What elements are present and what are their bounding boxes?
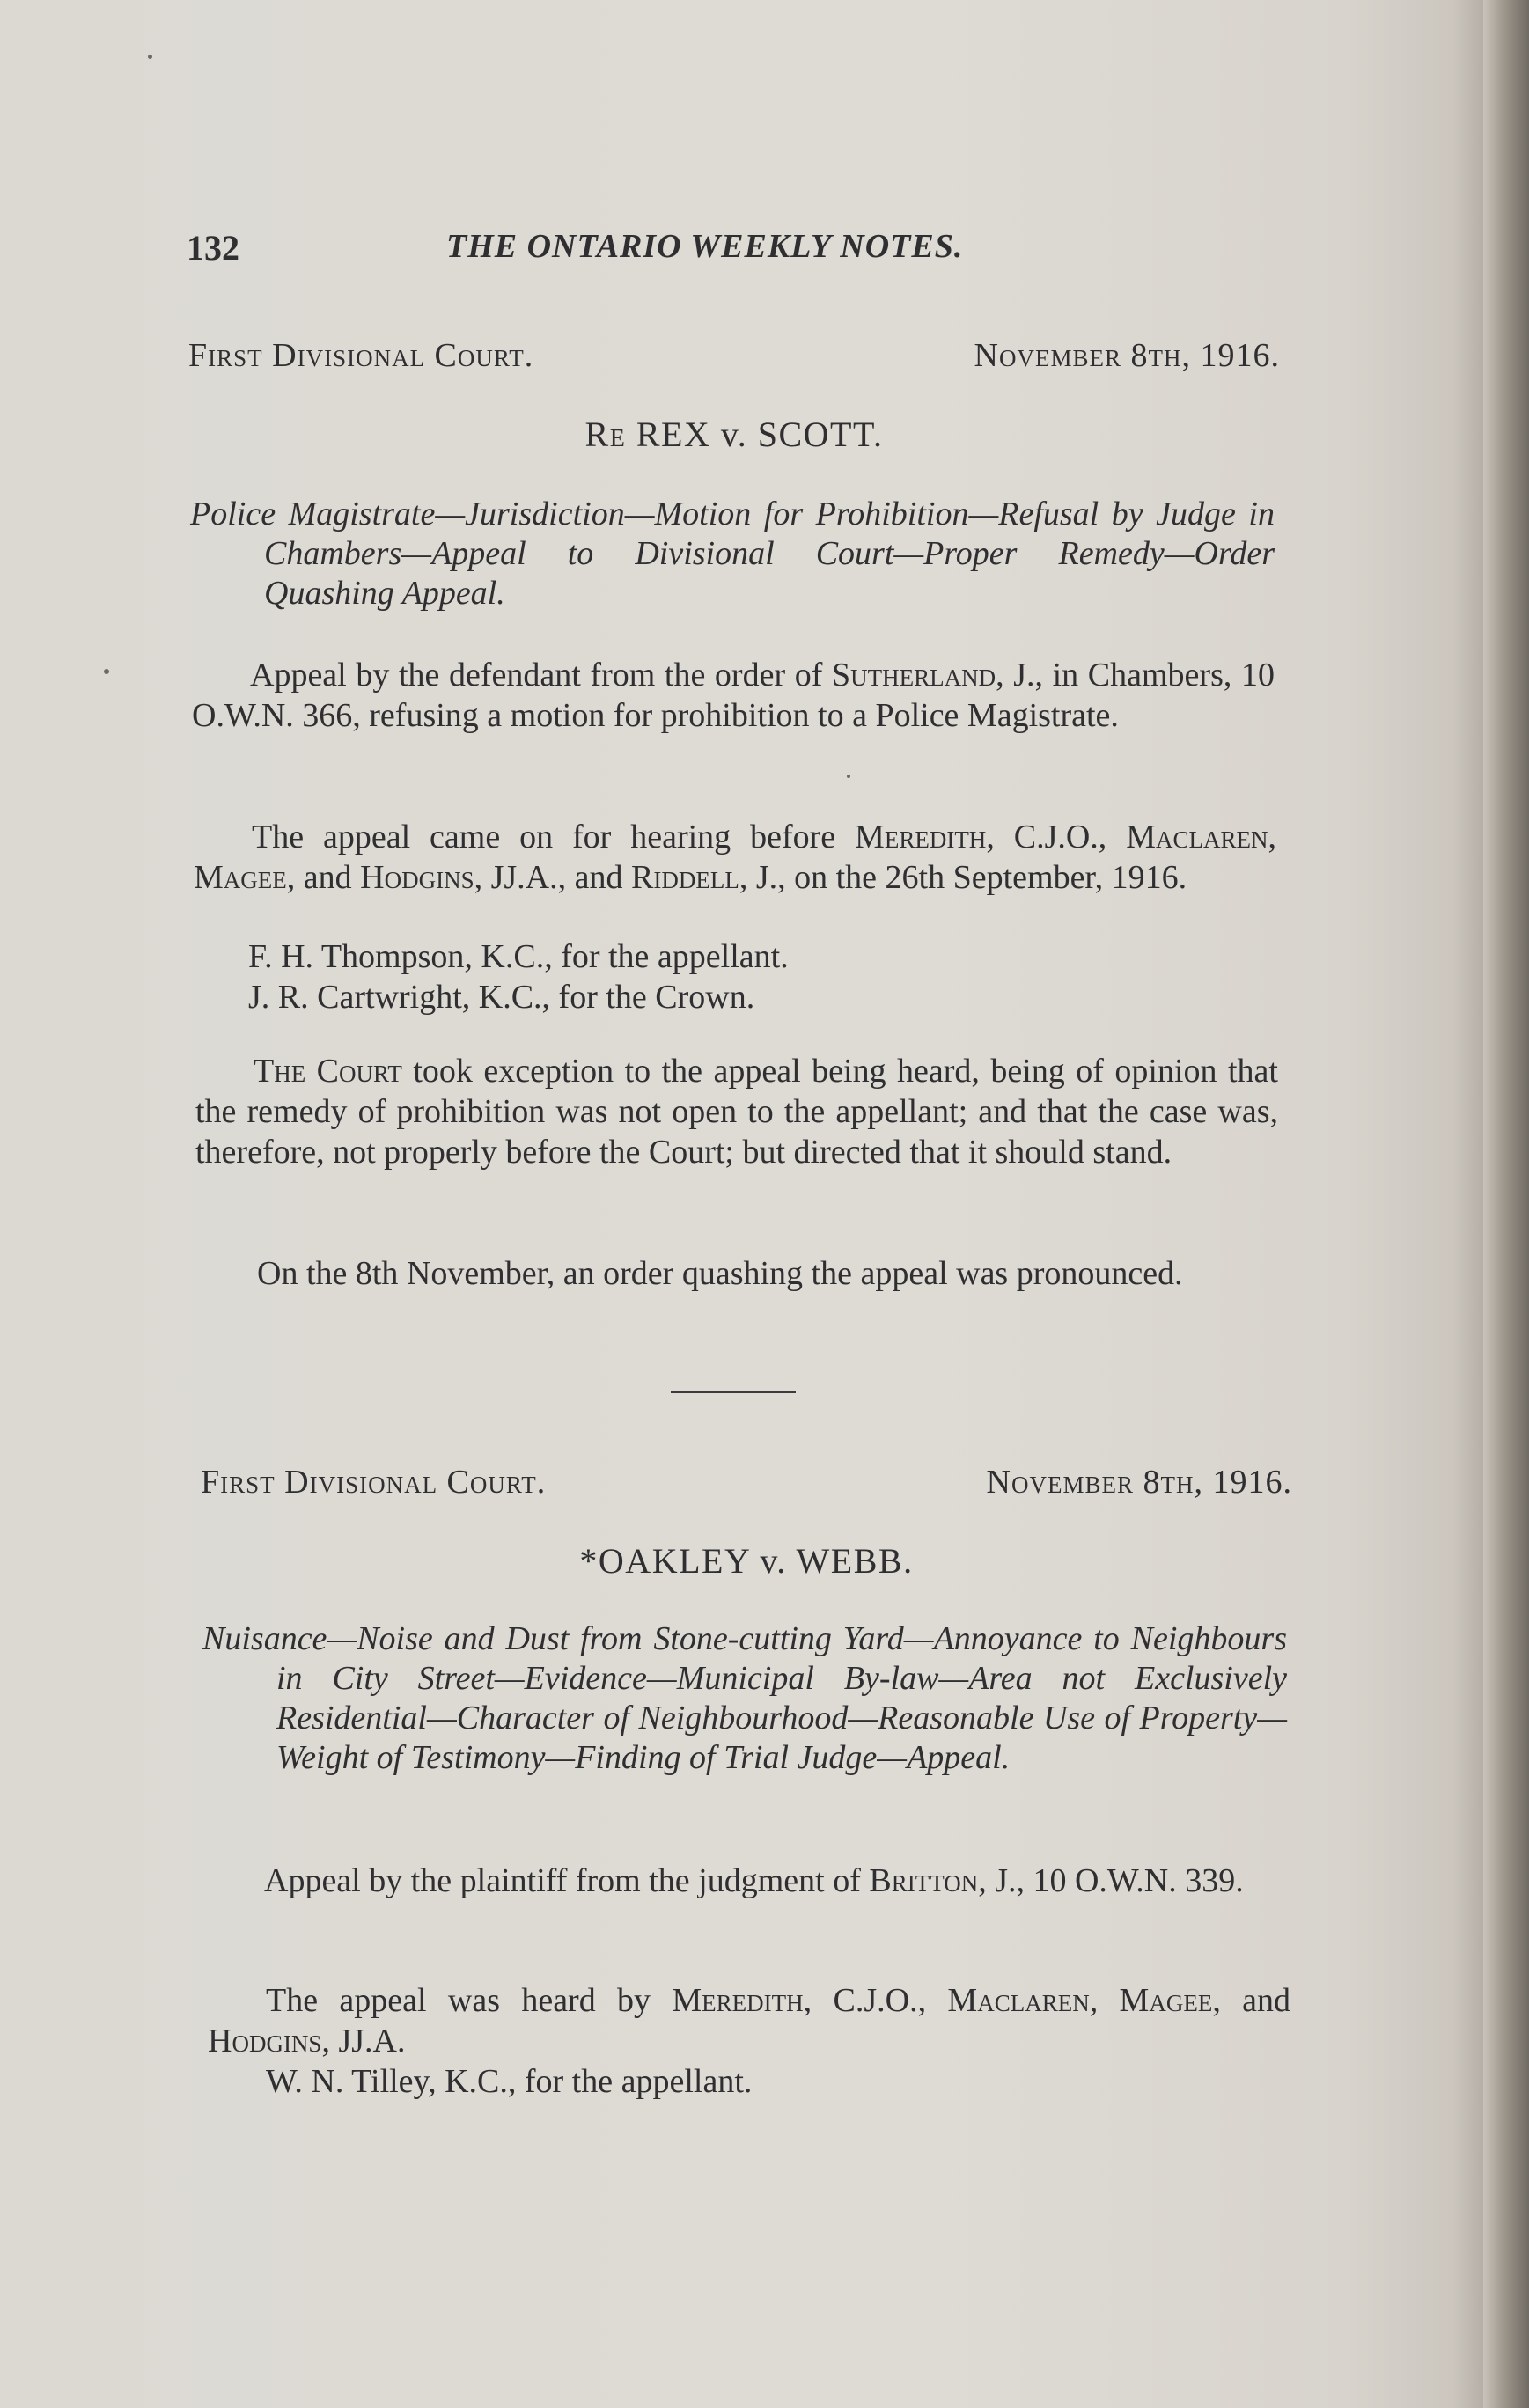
case1-paragraph-court bbox=[195, 1051, 1278, 1172]
case1-paragraph-hearing bbox=[194, 817, 1276, 898]
paper-speck bbox=[148, 55, 152, 59]
case2-p2-judge-3: Magee bbox=[1119, 1982, 1213, 2019]
case2-court-line bbox=[201, 1463, 1292, 1507]
paper-speck bbox=[104, 669, 109, 674]
case2-title: *OAKLEY v. WEBB. bbox=[579, 1541, 914, 1581]
case2-p2-sep-2: , bbox=[1089, 1982, 1120, 2019]
case1-court-line bbox=[188, 336, 1280, 380]
case1-counsel-crown: J. R. Cartwright, K.C., for the Crown. bbox=[248, 979, 755, 1016]
case1-p1-text: Appeal by the defendant from the order of bbox=[250, 657, 832, 694]
case2-headnote bbox=[202, 1619, 1287, 1778]
case1-p2-judge-5: Riddell bbox=[631, 859, 739, 896]
case1-p2-judge-4: Hodgins bbox=[360, 859, 474, 896]
case2-headnote-text: Nuisance—Noise and Dust from Stone-cutting Yard—Annoyance to Neighbours in City Street—Evidence—Municipal By-law—Area not Exclusively Residential—Character of Neighbourhood—Reasonable Use of Property—Weight of Testimony—Finding of Trial Judge—Appeal. bbox=[202, 1620, 1287, 1776]
case1-p2-sep-1: , C.J.O., bbox=[986, 819, 1127, 855]
case1-p2-sep-3: , and bbox=[286, 859, 361, 896]
case1-p2-judge-1: Meredith bbox=[855, 819, 987, 855]
case1-court: First Divisional Court. bbox=[188, 337, 534, 374]
case1-headnote bbox=[190, 495, 1275, 613]
case2-p2-judge-4: Hodgins bbox=[208, 2023, 322, 2059]
case1-title bbox=[188, 414, 1280, 455]
case2-p1-text-end: , J., 10 O.W.N. 339. bbox=[978, 1862, 1244, 1899]
page-header bbox=[187, 227, 1278, 280]
paper-speck bbox=[847, 775, 850, 778]
case1-counsel-appellant: F. H. Thompson, K.C., for the appellant. bbox=[248, 938, 789, 975]
case2-p1-text: Appeal by the plaintiff from the judgment of bbox=[264, 1862, 870, 1899]
case1-p2-text-end: , J., on the 26th September, 1916. bbox=[739, 859, 1187, 896]
case1-p2-judge-3: Magee bbox=[194, 859, 287, 896]
case1-p1-judge: Sutherland bbox=[831, 657, 996, 694]
case1-title-prefix: Re bbox=[584, 415, 627, 454]
running-head: THE ONTARIO WEEKLY NOTES. bbox=[446, 228, 964, 265]
case1-p1-text-end: , J., in Chambers, 10 O.W.N. 366, refusing a motion for prohibition to a Police Magistrate. bbox=[192, 657, 1275, 734]
case1-p3-court: The Court bbox=[254, 1053, 402, 1090]
case1-paragraph-appeal bbox=[192, 655, 1275, 736]
case1-p3-text: took exception to the appeal being heard, being of opinion that the remedy of prohibition was not open to the appellant; and that the case was, therefore, not properly before the Court; but directed that it should stand. bbox=[195, 1053, 1278, 1171]
case2-p2-judge-1: Meredith bbox=[672, 1982, 804, 2019]
case2-p2-sep-3: , and bbox=[1212, 1982, 1291, 2019]
page-number: 132 bbox=[187, 228, 239, 268]
case2-date: November 8th, 1916. bbox=[986, 1464, 1292, 1501]
case2-paragraph-hearing bbox=[208, 1980, 1290, 2061]
case2-court: First Divisional Court. bbox=[201, 1464, 547, 1501]
case1-title-rest: REX v. SCOTT. bbox=[626, 415, 884, 454]
case1-p2-judge-2: Maclaren bbox=[1126, 819, 1268, 855]
case1-paragraph-order: On the 8th November, an order quashing the appeal was pronounced. bbox=[257, 1255, 1183, 1292]
case2-p1-judge: Britton bbox=[869, 1862, 979, 1899]
case2-counsel-appellant: W. N. Tilley, K.C., for the appellant. bbox=[266, 2063, 753, 2100]
case1-p2-sep-2: , bbox=[1268, 819, 1277, 855]
case2-paragraph-appeal bbox=[206, 1861, 1289, 1901]
case1-headnote-text: Police Magistrate—Jurisdiction—Motion for Prohibition—Refusal by Judge in Chambers—Appeal to Divisional Court—Proper Remedy—Order Quashing Appeal. bbox=[190, 496, 1275, 612]
case2-p2-sep-1: , C.J.O., bbox=[803, 1982, 948, 2019]
case2-p2-judge-2: Maclaren bbox=[947, 1982, 1090, 2019]
section-divider bbox=[671, 1391, 796, 1393]
case1-date: November 8th, 1916. bbox=[974, 337, 1280, 374]
case2-p2-text-end: , JJ.A. bbox=[321, 2023, 406, 2059]
case1-p2-text: The appeal came on for hearing before bbox=[252, 819, 856, 855]
case1-p2-sep-4: , JJ.A., and bbox=[474, 859, 631, 896]
case2-p2-text: The appeal was heard by bbox=[266, 1982, 673, 2019]
